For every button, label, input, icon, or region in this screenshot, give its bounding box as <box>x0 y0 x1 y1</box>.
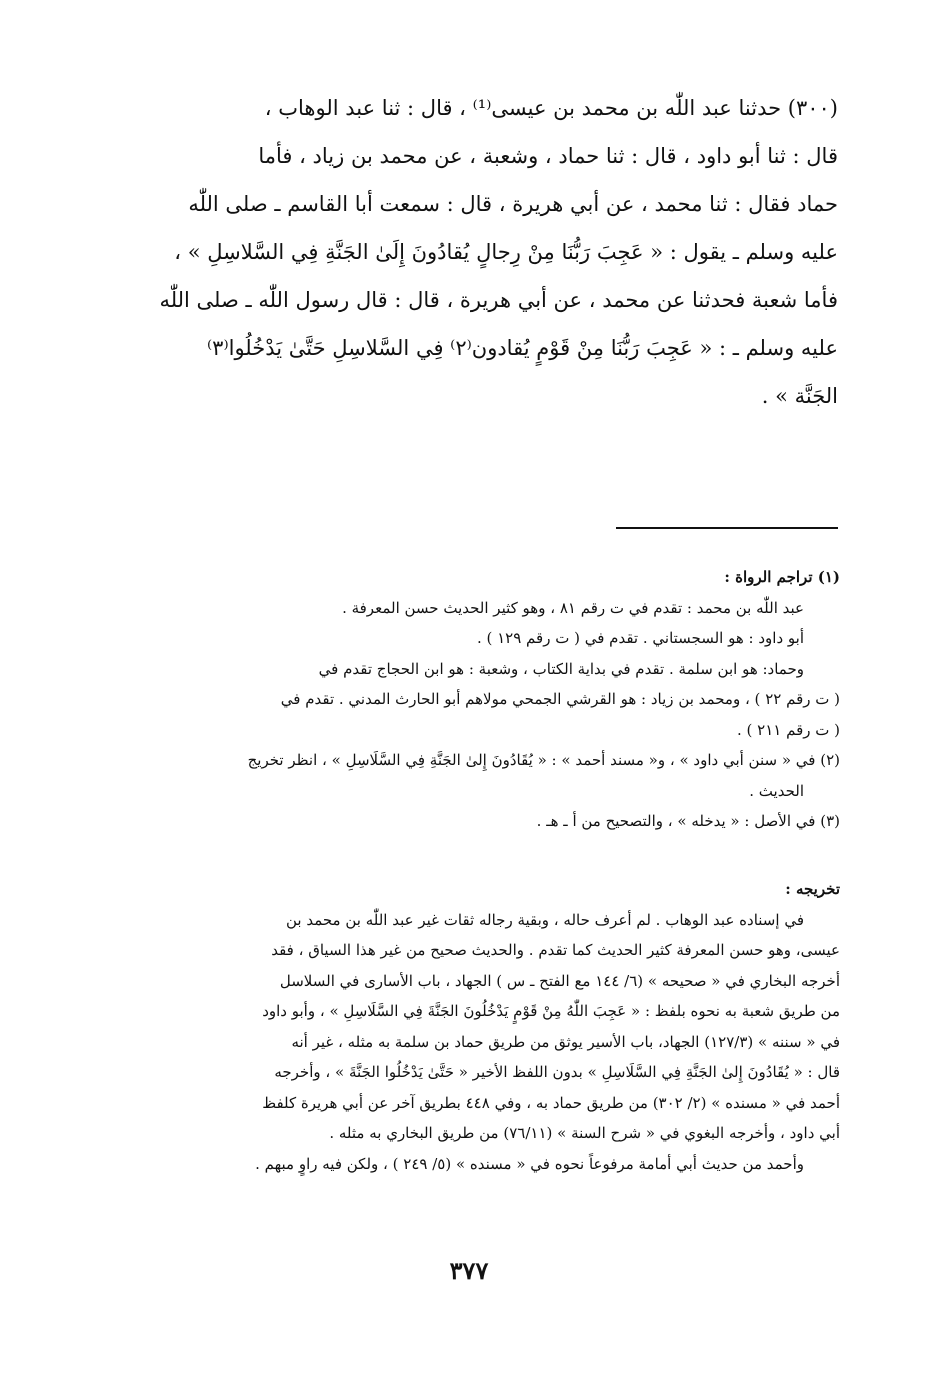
hadith-line: الجَنَّة » . <box>761 384 838 408</box>
footnote-1-heading: (١) تراجم الرواة : <box>724 568 840 586</box>
takhrij-line: أبي داود ، وأخرجه البغوي في « شرح السنة » (٧٦/١١) من طريق البخاري به مثله . <box>329 1124 840 1142</box>
hadith-line: فأما شعبة فحدثنا عن محمد ، عن أبي هريرة ، قال : قال رسول اللّٰه ـ صلى اللّٰه <box>159 288 838 312</box>
hadith-line: قال : ثنا أبو داود ، قال : ثنا حماد ، وشعبة ، عن محمد بن زياد ، فأما <box>258 144 838 168</box>
takhrij-line: من طريق شعبة به نحوه بلفظ : « عَجِبَ اللّٰهُ مِنْ قَوْمٍ يَدْخُلُونَ الجَنَّةَ فِي السَّلَاسِلِ » ، وأبو داود <box>262 1002 840 1020</box>
takhrij-heading: تخريجه : <box>785 880 840 898</box>
takhrij-line: في إسناده عبد الوهاب . لم أعرف حاله ، وبقية رجاله ثقات غير عبد اللّٰه بن محمد بن <box>285 910 804 929</box>
takhrij-section <box>128 874 840 1179</box>
footnote-3: (٣) في الأصل : « يدخله » ، والتصحيح من أ ـ هـ . <box>536 812 840 830</box>
page-number: ٣٧٧ <box>449 1256 489 1285</box>
footnote-line: ( ت رقم ٢٢ ) ، ومحمد بن زياد : هو القرشي الجمحي مولاهم أبو الحارث المدني . تقدم في <box>280 690 840 708</box>
takhrij-line: أحمد في « مسنده » (٢/ ٣٠٢) من طريق حماد به ، وفي ٤٤٨ بطريق آخر عن أبي هريرة كلفظ <box>262 1093 840 1112</box>
footnote-line: عبد اللّٰه بن محمد : تقدم في ت رقم ٨١ ، وهو كثير الحديث حسن المعرفة . <box>342 598 804 617</box>
footnote-line: وحماد: هو ابن سلمة . تقدم في بداية الكتاب ، وشعبة : هو ابن الحجاج تقدم في <box>318 659 804 678</box>
footnote-separator <box>616 527 838 529</box>
footnotes <box>128 562 840 837</box>
takhrij-line: في « سننه » (١٢٧/٣) الجهاد، باب الأسير يوثق من طريق حماد بن سلمة به مثله ، غير أنه <box>291 1032 840 1051</box>
footnote-line: الحديث . <box>749 781 804 800</box>
takhrij-line: أخرجه البخاري في « صحيحه » (٦/ ١٤٤ مع الفتح ـ س ) الجهاد ، باب الأسارى في السلاسل <box>279 971 840 990</box>
footnote-2: (٢) في « سنن أبي داود » ، و« مسند أحمد » : « يُقَادُونَ إِلىٰ الجَنَّةِ فِي السَّلَاسِلِ » ، انظر تخريج <box>247 751 840 769</box>
footnote-line: أبو داود : هو السجستاني . تقدم في ( ت رقم ١٢٩ ) . <box>476 629 804 647</box>
takhrij-line: قال : « يُقَادُونَ إِلىٰ الجَنَّةِ فِي السَّلَاسِلِ » بدون اللفظ الأخير « حَتَّىٰ يَدْخُلُوا الجَنَّةَ » ، وأخرجه <box>274 1063 840 1081</box>
hadith-line: عليه وسلم ـ : « عَجِبَ رَبُّنَا مِنْ قَوْمٍ يُقادون⁽٢⁾ فِي السَّلاسِلِ حَتَّىٰ يَدْخُلُوا⁽٣⁾ <box>207 336 838 360</box>
hadith-line: عليه وسلم ـ يقول : « عَجِبَ رَبُّنَا مِنْ رِجالٍ يُقادُونَ إِلَىٰ الجَنَّةِ فِي السَّلاسِلِ » ، <box>174 240 838 264</box>
hadith-line: (٣٠٠) حدثنا عبد اللّٰه بن محمد بن عيسى⁽¹⁾ ، قال : ثنا عبد الوهاب ، <box>264 96 838 120</box>
hadith-text <box>130 84 838 420</box>
footnote-line: ( ت رقم ٢١١ ) . <box>736 720 840 739</box>
hadith-line: حماد فقال : ثنا محمد ، عن أبي هريرة ، قال : سمعت أبا القاسم ـ صلى اللّٰه <box>188 192 838 216</box>
takhrij-line: وأحمد من حديث أبي أمامة مرفوعاً نحوه في « مسنده » (٥/ ٢٤٩ ) ، ولكن فيه راوٍ مبهم . <box>255 1154 804 1173</box>
takhrij-line: عيسى، وهو حسن المعرفة كثير الحديث كما تقدم . والحديث صحيح من غير هذا السياق ، فقد <box>271 941 840 959</box>
